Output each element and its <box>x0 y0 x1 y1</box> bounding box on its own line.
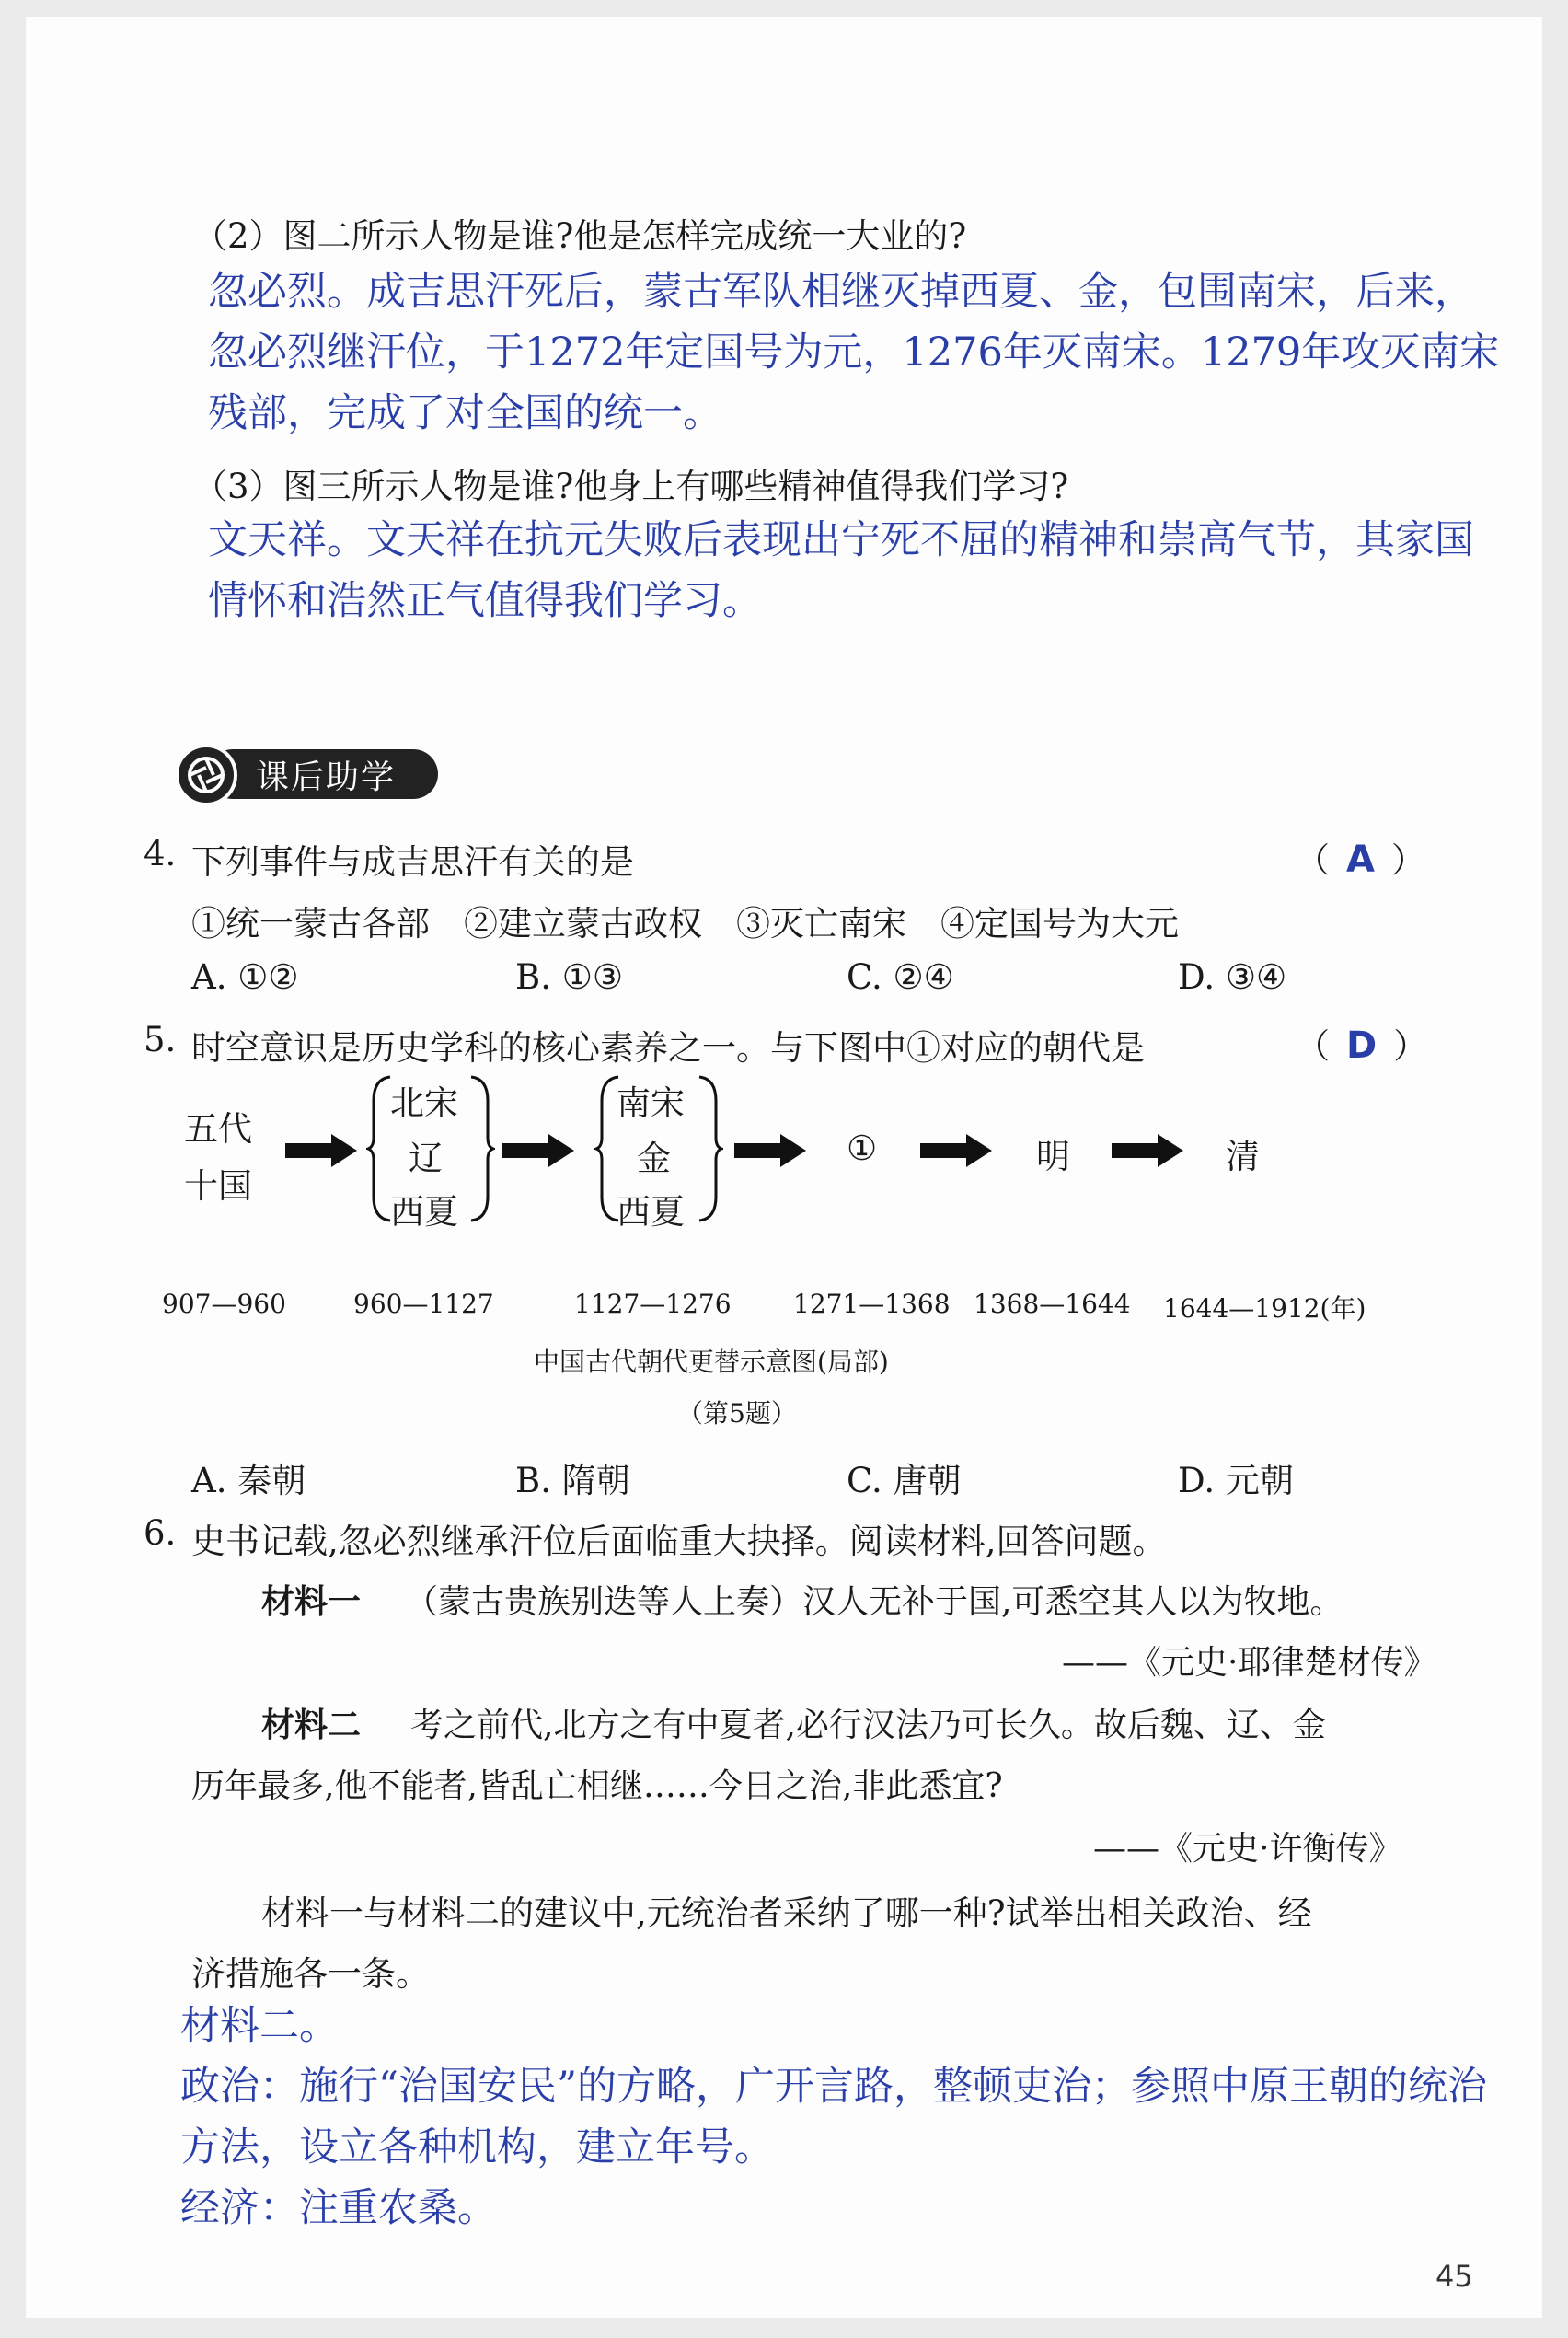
q6-stem: 史书记载,忽必烈继承汗位后面临重大抉择。阅读材料,回答问题。 <box>191 1522 1167 1561</box>
material-one-source: ——《元史·耶律楚材传》 <box>1062 1644 1437 1682</box>
material-one-label: 材料一 <box>261 1583 362 1621</box>
material-two-text-line2: 历年最多,他不能者,皆乱亡相继……今日之治,非此悉宜? <box>191 1767 1003 1805</box>
q4-option-c: C. ②④ <box>847 957 954 997</box>
q3-answer: 文天祥。文天祥在抗元失败后表现出宁死不屈的精神和崇高气节，其家国情怀和浩然正气值得我们学习。 <box>208 517 1474 624</box>
arrow-icon <box>734 1132 808 1169</box>
stage2-line3: 西夏 <box>390 1192 458 1232</box>
q6-prompt-line2: 济措施各一条。 <box>191 1954 430 1994</box>
q3-question: （3）图三所示人物是谁?他身上有哪些精神值得我们学习? <box>193 467 1069 506</box>
q4-items: ①统一蒙古各部 ②建立蒙古政权 ③灭亡南宋 ④定国号为大元 <box>191 904 1179 943</box>
stage5: 明 <box>1036 1137 1070 1176</box>
q4-answer-bracket: （ A ） <box>1296 839 1425 881</box>
q4-stem: 下列事件与成吉思汗有关的是 <box>191 842 634 882</box>
stage2-line2: 辽 <box>409 1139 443 1178</box>
q5-stem: 时空意识是历史学科的核心素养之一。与下图中①对应的朝代是 <box>191 1028 1145 1068</box>
q2-question: （2）图二所示人物是谁?他是怎样完成统一大业的? <box>193 216 967 256</box>
year-label: 1368—1644 <box>974 1289 1131 1319</box>
q5-answer: D <box>1346 1024 1378 1067</box>
right-brace-icon <box>696 1073 723 1224</box>
q6-number: 6. <box>144 1513 177 1553</box>
q5-option-d: D. 元朝 <box>1178 1461 1294 1500</box>
material-two-label: 材料二 <box>261 1707 362 1744</box>
page-number: 45 <box>1435 2259 1473 2294</box>
arrow-icon <box>502 1132 576 1169</box>
q4-option-d: D. ③④ <box>1178 957 1287 997</box>
year-label: 960—1127 <box>353 1289 494 1319</box>
arrow-icon <box>1112 1132 1185 1169</box>
diagram-subcaption: （第5题） <box>677 1398 797 1429</box>
right-brace-icon <box>467 1073 495 1224</box>
q5-option-a: A. 秦朝 <box>191 1461 306 1500</box>
year-label: 907—960 <box>162 1289 286 1319</box>
year-label: 1271—1368 <box>793 1289 951 1319</box>
section-title: 课后助学 <box>256 758 397 796</box>
q6-prompt-line1: 材料一与材料二的建议中,元统治者采纳了哪一种?试举出相关政治、经 <box>261 1893 1312 1933</box>
stage6: 清 <box>1226 1137 1260 1176</box>
q6-answer-line3: 经济：注重农桑。 <box>180 2185 497 2231</box>
material-two-source: ——《元史·许衡传》 <box>1093 1830 1402 1868</box>
q4-option-b: B. ①③ <box>515 957 624 997</box>
q5-answer-bracket: （ D ） <box>1296 1024 1428 1067</box>
arrow-icon <box>920 1132 994 1169</box>
q5-option-c: C. 唐朝 <box>847 1461 962 1500</box>
workbook-page <box>26 17 1542 2318</box>
stage1-line1: 五代 <box>184 1109 252 1149</box>
q6-answer-line2: 政治：施行“治国安民”的方略，广开言路，整顿吏治；参照中原王朝的统治方法，设立各种机构，建立年号。 <box>180 2064 1487 2170</box>
material-two-text-line1: 考之前代,北方之有中夏者,必行汉法乃可长久。故后魏、辽、金 <box>410 1707 1326 1744</box>
q4-answer: A <box>1346 839 1375 881</box>
year-label: 1644—1912(年) <box>1163 1293 1366 1324</box>
stage3-line3: 西夏 <box>617 1192 685 1232</box>
stage4: ① <box>847 1128 878 1168</box>
diagram-caption: 中国古代朝代更替示意图(局部) <box>534 1347 889 1377</box>
q4-number: 4. <box>144 834 177 874</box>
year-label: 1127—1276 <box>574 1289 732 1319</box>
stage3-line1: 南宋 <box>617 1083 685 1123</box>
stage2-line1: 北宋 <box>390 1083 458 1123</box>
q6-answer-line1: 材料二。 <box>180 2003 339 2049</box>
stage3-line2: 金 <box>637 1139 671 1178</box>
q5-option-b: B. 隋朝 <box>515 1461 630 1500</box>
shutter-icon <box>175 744 237 806</box>
arrow-icon <box>285 1132 359 1169</box>
material-one-text: （蒙古贵族别迭等人上奏）汉人无补于国,可悉空其人以为牧地。 <box>405 1583 1343 1621</box>
stage1-line2: 十国 <box>184 1166 252 1206</box>
q4-option-a: A. ①② <box>191 957 299 997</box>
q2-answer: 忽必烈。成吉思汗死后，蒙古军队相继灭掉西夏、金，包围南宋，后来，忽必烈继汗位，于1272年定国号为元，1276年灭南宋。1279年攻灭南宋残部，完成了对全国的统一。 <box>208 269 1500 436</box>
section-header <box>171 744 438 803</box>
q5-number: 5. <box>144 1020 177 1059</box>
